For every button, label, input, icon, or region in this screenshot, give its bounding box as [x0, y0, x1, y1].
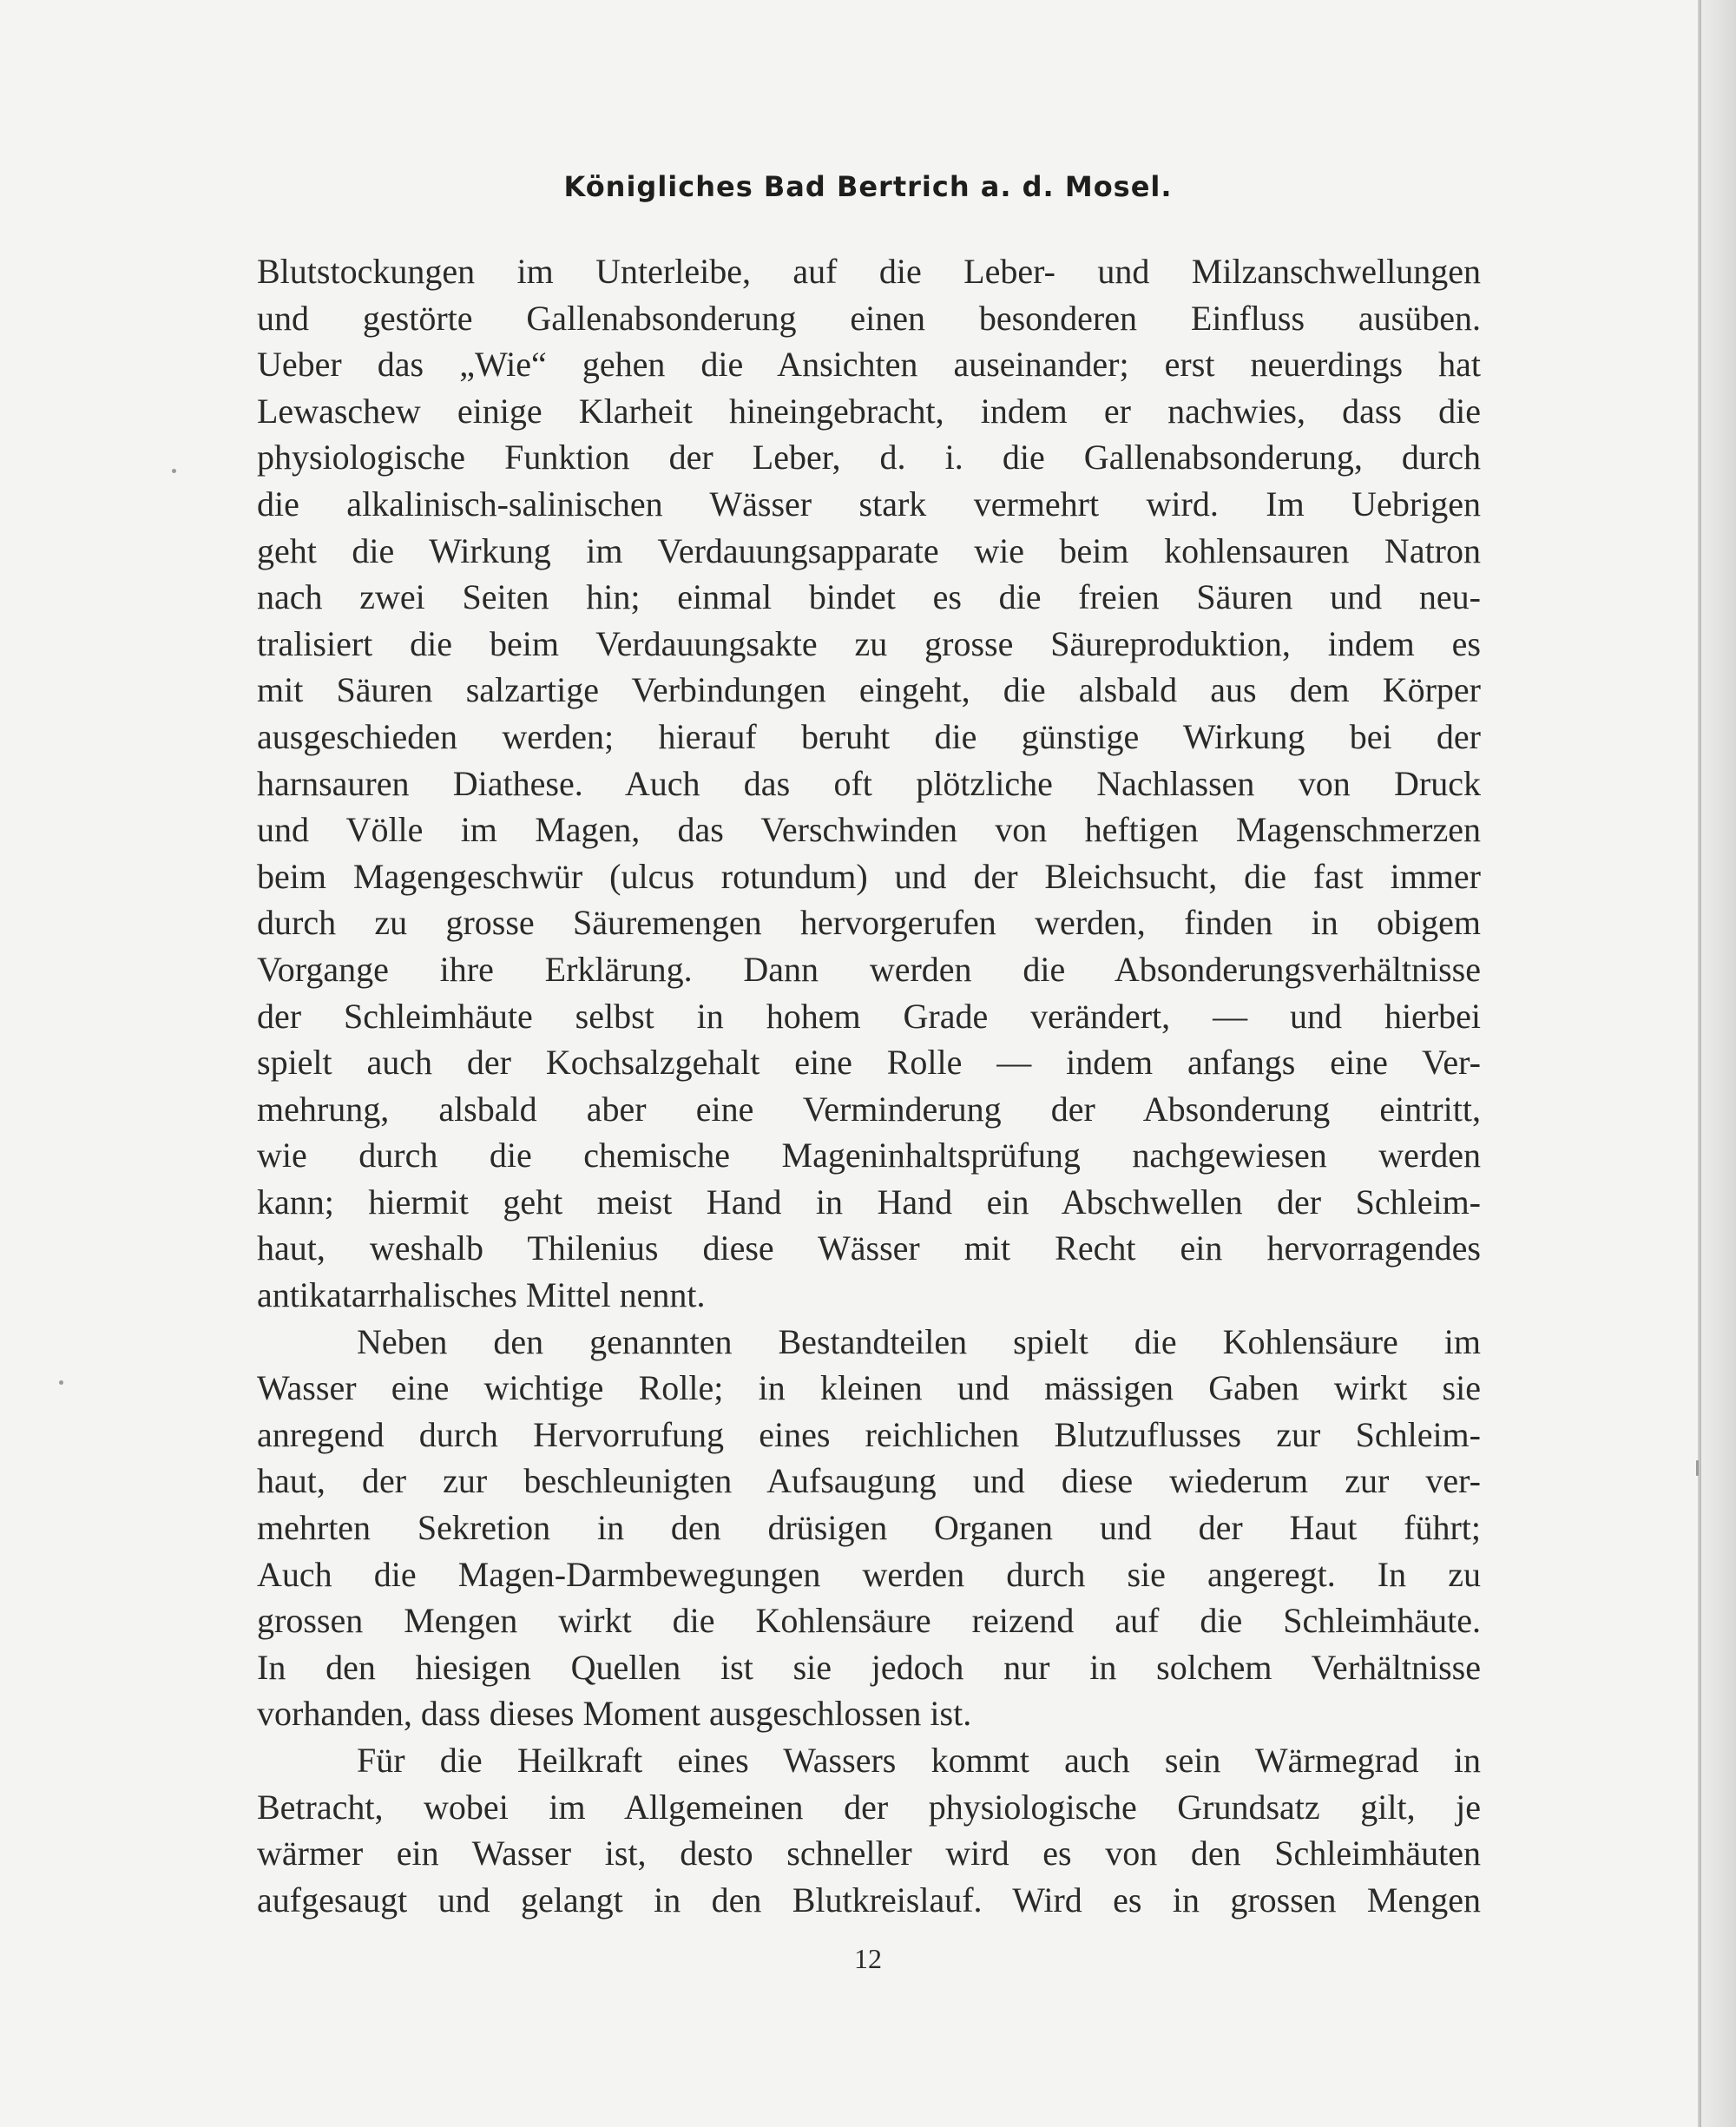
text-line: und Völle im Magen, das Verschwinden von heftigen Magenschmerzen [257, 810, 1481, 850]
text-line: geht die Wirkung im Verdauungsapparate wie beim kohlensauren Natron [257, 530, 1481, 570]
text-line: ausgeschieden werden; hierauf beruht die günstige Wirkung bei der [257, 716, 1481, 756]
text-line: antikatarrhalisches Mittel nennt. [257, 1275, 706, 1315]
text-line: Wasser eine wichtige Rolle; in kleinen und mässigen Gaben wirkt sie [257, 1368, 1481, 1408]
text-line: beim Magengeschwür (ulcus rotundum) und der Bleichsucht, die fast immer [257, 856, 1481, 896]
text-line: Neben den genannten Bestandteilen spielt die Kohlensäure im [357, 1321, 1481, 1361]
text-line: anregend durch Hervorrufung eines reichlichen Blutzuflusses zur Schleim- [257, 1414, 1481, 1454]
dust-speck [59, 1380, 63, 1385]
text-line: Auch die Magen-Darmbewegungen werden durch sie angeregt. In zu [257, 1554, 1481, 1594]
text-line: tralisiert die beim Verdauungsakte zu grosse Säureproduktion, indem es [257, 623, 1481, 663]
text-line: durch zu grosse Säuremengen hervorgerufen werden, finden in obigem [257, 903, 1481, 943]
text-line: Betracht, wobei im Allgemeinen der physiologische Grundsatz gilt, je [257, 1787, 1481, 1827]
text-line: Lewaschew einige Klarheit hineingebracht, indem er nachwies, dass die [257, 391, 1481, 431]
text-line: physiologische Funktion der Leber, d. i. die Gallenabsonderung, durch [257, 438, 1481, 477]
text-line: wärmer ein Wasser ist, desto schneller wird es von den Schleimhäuten [257, 1834, 1481, 1873]
text-line: wie durch die chemische Mageninhaltsprüfung nachgewiesen werden [257, 1136, 1481, 1175]
text-line: der Schleimhäute selbst in hohem Grade verändert, — und hierbei [257, 996, 1481, 1036]
text-line: Ueber das „Wie“ gehen die Ansichten auseinander; erst neuerdings hat [257, 345, 1481, 385]
text-line: haut, der zur beschleunigten Aufsaugung und diese wiederum zur ver- [257, 1461, 1481, 1501]
text-line: harnsauren Diathese. Auch das oft plötzliche Nachlassen von Druck [257, 763, 1481, 803]
text-line: Vorgange ihre Erklärung. Dann werden die Absonderungsverhältnisse [257, 949, 1481, 989]
text-line: spielt auch der Kochsalzgehalt eine Rolle — indem anfangs eine Ver- [257, 1043, 1481, 1083]
dust-speck [1696, 1460, 1699, 1476]
text-line: mehrten Sekretion in den drüsigen Organen und der Haut führt; [257, 1508, 1481, 1548]
text-line: vorhanden, dass dieses Moment ausgeschlossen ist. [257, 1694, 972, 1734]
text-line: Für die Heilkraft eines Wassers kommt auch sein Wärmegrad in [357, 1741, 1481, 1780]
text-line: Blutstockungen im Unterleibe, auf die Leber- und Milzanschwellungen [257, 252, 1481, 291]
page-number: 12 [854, 1943, 882, 1974]
text-line: In den hiesigen Quellen ist sie jedoch nur in solchem Verhältnisse [257, 1647, 1481, 1687]
text-line: mit Säuren salzartige Verbindungen eingeht, die alsbald aus dem Körper [257, 670, 1481, 710]
text-line: kann; hiermit geht meist Hand in Hand ein Abschwellen der Schleim- [257, 1182, 1481, 1222]
text-line: mehrung, alsbald aber eine Verminderung der Absonderung eintritt, [257, 1089, 1481, 1129]
text-line: aufgesaugt und gelangt in den Blutkreislauf. Wird es in grossen Mengen [257, 1880, 1481, 1920]
page-edge-line [1700, 0, 1701, 2127]
page-edge-shadow [1698, 0, 1736, 2127]
text-line: grossen Mengen wirkt die Kohlensäure reizend auf die Schleimhäute. [257, 1601, 1481, 1641]
text-line: haut, weshalb Thilenius diese Wässer mit Recht ein hervorragendes [257, 1228, 1481, 1268]
text-line: nach zwei Seiten hin; einmal bindet es die freien Säuren und neu- [257, 577, 1481, 617]
text-line: die alkalinisch-salinischen Wässer stark vermehrt wird. Im Uebrigen [257, 484, 1481, 524]
page-heading: Königliches Bad Bertrich a. d. Mosel. [563, 170, 1173, 203]
text-line: und gestörte Gallenabsonderung einen besonderen Einfluss ausüben. [257, 298, 1481, 338]
dust-speck [172, 469, 176, 473]
body-text [257, 248, 1481, 1923]
